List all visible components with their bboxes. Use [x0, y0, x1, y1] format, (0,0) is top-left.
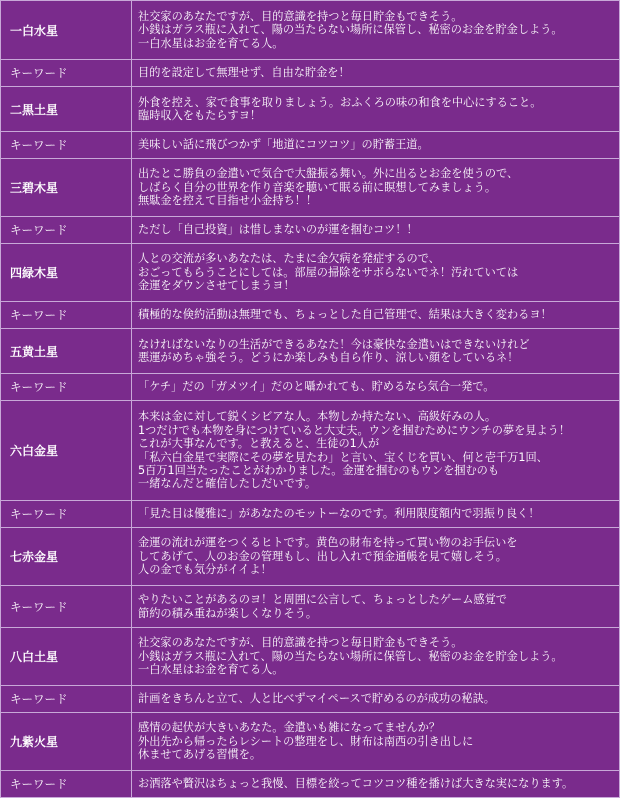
table-row [1, 244, 620, 302]
row-text: なければないなりの生活ができるあなた！今は豪快な金遣いはできないけれど 悪運がめちゃ強そう。どうにか楽しみも自ら作り、涼しい顔をしているネ！ [132, 329, 620, 374]
table-row [1, 686, 620, 713]
row-text: 社交家のあなたですが、目的意識を持つと毎日貯金もできそう。 小銭はガラス瓶に入れて、陽の当たらない場所に保管し、秘密のお金を貯金しよう。 一白水星はお金を育てる人。 [132, 1, 620, 60]
row-label: キーワード [1, 60, 132, 87]
row-text: 金運の流れが運をつくるヒトです。黄色の財布を持って買い物のお手伝いを してあげて、人のお金の管理もし、出し入れで預金通帳を見て嬉しそう。 人の金でも気分がイイよ！ [132, 528, 620, 586]
table-row [1, 329, 620, 374]
row-text: 計画をきちんと立て、人と比べずマイペースで貯めるのが成功の秘訣。 [132, 686, 620, 713]
row-label: キーワード [1, 771, 132, 798]
table-row [1, 374, 620, 401]
row-label: 八白土星 [1, 628, 132, 686]
table-row [1, 586, 620, 628]
row-label: 六白金星 [1, 401, 132, 501]
row-text: 「見た目は優雅に」があなたのモットーなのです。利用限度額内で羽振り良く！ [132, 501, 620, 528]
row-text: 積極的な倹約活動は無理でも、ちょっとした自己管理で、結果は大きく変わるヨ！ [132, 302, 620, 329]
row-label: 三碧木星 [1, 159, 132, 217]
table-row [1, 771, 620, 798]
row-label: キーワード [1, 132, 132, 159]
row-label: キーワード [1, 374, 132, 401]
table-row [1, 60, 620, 87]
row-label: 七赤金星 [1, 528, 132, 586]
row-label: キーワード [1, 686, 132, 713]
table-row [1, 628, 620, 686]
row-text: 目的を設定して無理せず、自由な貯金を！ [132, 60, 620, 87]
row-text: 出たとこ勝負の金遣いで気合で大盤振る舞い。外に出るとお金を使うので、 しばらく自分の世界を作り音楽を聴いて眠る前に瞑想してみましょう。 無駄金を控えて目指せ小金持ち！！ [132, 159, 620, 217]
table-row [1, 1, 620, 60]
row-text: 外食を控え、家で食事を取りましょう。おふくろの味の和食を中心にすること。 臨時収入をもたらすヨ！ [132, 87, 620, 132]
row-label: キーワード [1, 501, 132, 528]
row-text: 本来は金に対して鋭くシビアな人。本物しか持たない、高級好みの人。 1つだけでも本物を身につけていると大丈夫。ウンを掴むためにウンチの夢を見よう！ これが大事なんです。と教えると、生徒の1人が 「私六白金星で実際にその夢を見たわ」と言い、宝くじを買い、何と壱千万1回、 5百万1回当たったことがわかりました。金運を掴むのもウンを掴むのも 一緒なんだと確信したしだいです。 [132, 401, 620, 501]
row-label: キーワード [1, 302, 132, 329]
table-row [1, 713, 620, 771]
row-label: 四緑木星 [1, 244, 132, 302]
row-label: キーワード [1, 586, 132, 628]
table-row [1, 401, 620, 501]
row-label: 五黄土星 [1, 329, 132, 374]
table-row [1, 501, 620, 528]
row-label: 二黒土星 [1, 87, 132, 132]
table-row [1, 217, 620, 244]
row-text: 感情の起伏が大きいあなた。金遣いも雑になってませんか？ 外出先から帰ったらレシートの整理をし、財布は南西の引き出しに 休ませてあげる習慣を。 [132, 713, 620, 771]
row-label: 一白水星 [1, 1, 132, 60]
row-text: お洒落や贅沢はちょっと我慢、目標を絞ってコツコツ種を播けば大きな実になります。 [132, 771, 620, 798]
table-row [1, 159, 620, 217]
row-text: 社交家のあなたですが、目的意識を持つと毎日貯金もできそう。 小銭はガラス瓶に入れて、陽の当たらない場所に保管し、秘密のお金を貯金しよう。 一白水星はお金を育てる人。 [132, 628, 620, 686]
row-label: 九紫火星 [1, 713, 132, 771]
row-text: 「ケチ」だの「ガメツイ」だのと囁かれても、貯めるなら気合一発で。 [132, 374, 620, 401]
row-text: 人との交流が多いあなたは、たまに金欠病を発症するので、 おごってもらうことにしては。部屋の掃除をサボらないでネ！汚れていては 金運をダウンさせてしまうヨ！ [132, 244, 620, 302]
table-row [1, 302, 620, 329]
table-row [1, 132, 620, 159]
table-row [1, 528, 620, 586]
table-row [1, 87, 620, 132]
row-text: やりたいことがあるのヨ！と周囲に公言して、ちょっとしたゲーム感覚で 節約の積み重ねが楽しくなりそう。 [132, 586, 620, 628]
row-label: キーワード [1, 217, 132, 244]
row-text: ただし「自己投資」は惜しまないのが運を掴むコツ！！ [132, 217, 620, 244]
row-text: 美味しい話に飛びつかず「地道にコツコツ」の貯蓄王道。 [132, 132, 620, 159]
